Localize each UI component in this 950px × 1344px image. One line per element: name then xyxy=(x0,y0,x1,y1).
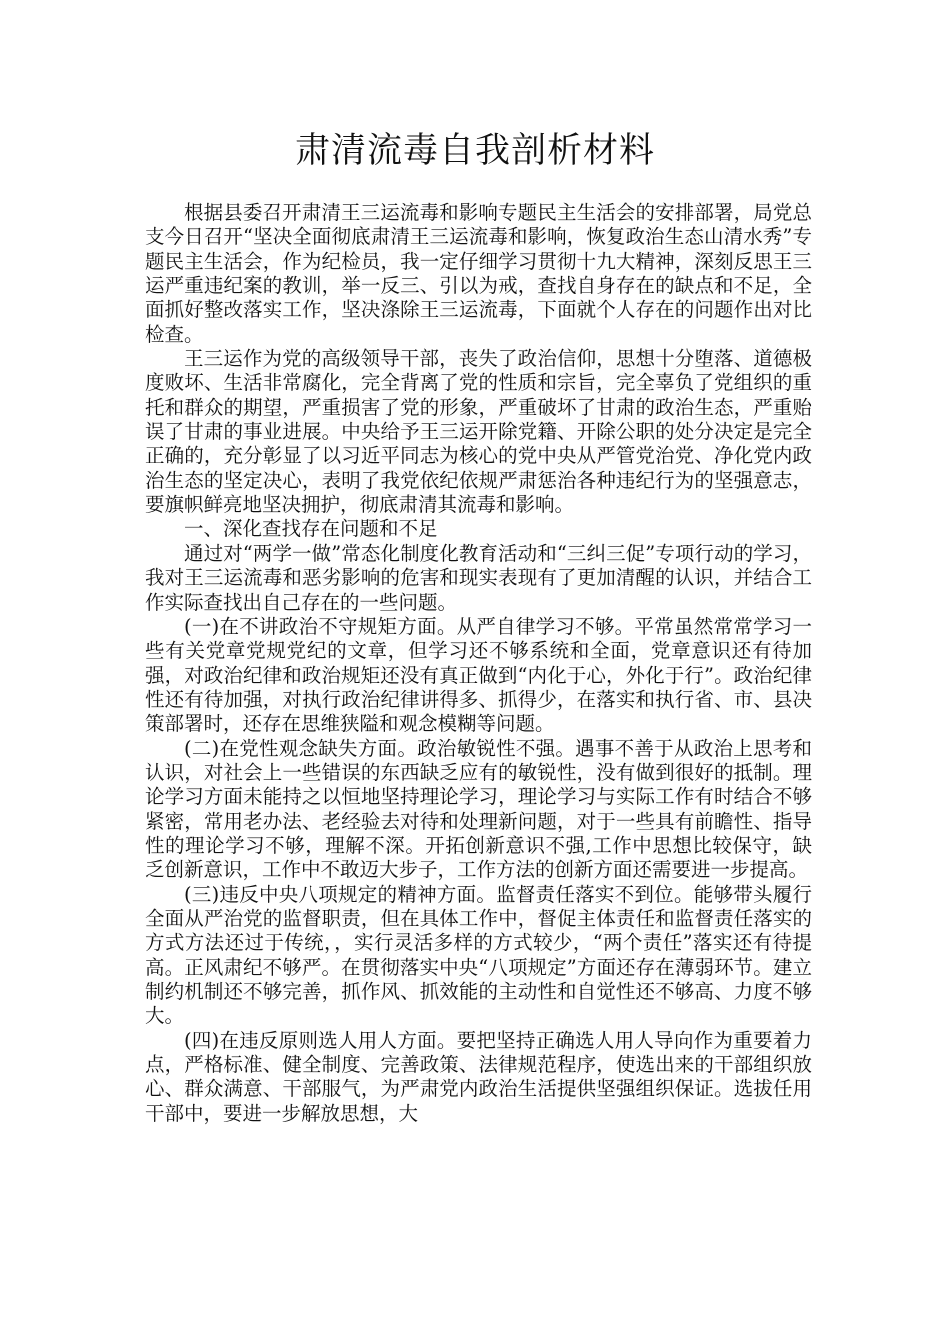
paragraph: (四)在违反原则选人用人方面。要把坚持正确选人用人导向作为重要着力点，严格标准、健全制度、完善政策、法律规范程序，使选出来的干部组织放心、群众满意、干部服气，为严肃党内政治生活提供坚强组织保证。选拔任用干部中，要进一步解放思想，大 xyxy=(145,1028,812,1125)
section-heading: 一、深化查找存在问题和不足 xyxy=(184,517,438,541)
paragraph: 王三运作为党的高级领导干部，丧失了政治信仰，思想十分堕落、道德极度败坏、生活非常腐化，完全背离了党的性质和宗旨，完全辜负了党组织的重托和群众的期望，严重损害了党的形象，严重破坏了甘肃的政治生态，严重贻误了甘肃的事业进展。中央给予王三运开除党籍、开除公职的处分决定是完全正确的，充分彰显了以习近平同志为核心的党中央从严管党治党、净化党内政治生态的坚定决心，表明了我党依纪依规严肃惩治各种违纪行为的坚强意志，要旗帜鲜亮地坚决拥护，彻底肃清其流毒和影响。 xyxy=(145,347,812,517)
paragraph: (一)在不讲政治不守规矩方面。从严自律学习不够。平常虽然常常学习一些有关党章党规党纪的文章，但学习还不够系统和全面，党章意识还有待加强，对政治纪律和政治规矩还没有真正做到“内化于心，外化于行”。政治纪律性还有待加强，对执行政治纪律讲得多、抓得少，在落实和执行省、市、县决策部署时，还存在思维狭隘和观念模糊等问题。 xyxy=(145,614,812,736)
paragraph: (三)违反中央八项规定的精神方面。监督责任落实不到位。能够带头履行全面从严治党的监督职责，但在具体工作中，督促主体责任和监督责任落实的方式方法还过于传统，，实行灵活多样的方式较少，“两个责任”落实还有待提高。正风肃纪不够严。在贯彻落实中央“八项规定”方面还存在薄弱环节。建立制约机制还不够完善，抓作风、抓效能的主动性和自觉性还不够高、力度不够大。 xyxy=(145,882,812,1028)
paragraph: 根据县委召开肃清王三运流毒和影响专题民主生活会的安排部署，局党总支今日召开“坚决全面彻底肃清王三运流毒和影响，恢复政治生态山清水秀”专题民主生活会，作为纪检员，我一定仔细学习贯彻十九大精神，深刻反思王三运严重违纪案的教训，举一反三、引以为戒，查找自身存在的缺点和不足，全面抓好整改落实工作，坚决涤除王三运流毒，下面就个人存在的问题作出对比检查。 xyxy=(145,201,812,346)
document-body xyxy=(145,201,812,1126)
paragraph: 通过对“两学一做”常态化制度化教育活动和“三纠三促”专项行动的学习，我对王三运流毒和恶劣影响的危害和现实表现有了更加清醒的认识，并结合工作实际查找出自己存在的一些问题。 xyxy=(145,541,812,614)
document-title: 肃清流毒自我剖析材料 xyxy=(294,131,655,171)
paragraph: (二)在党性观念缺失方面。政治敏锐性不强。遇事不善于从政治上思考和认识，对社会上一些错误的东西缺乏应有的敏锐性，没有做到很好的抵制。理论学习方面未能持之以恒地坚持理论学习，理论学习与实际工作有时结合不够紧密，常用老办法、老经验去对待和处理新问题，对于一些具有前瞻性、指导性的理论学习不够，理解不深。开拓创新意识不强,工作中思想比较保守，缺乏创新意识，工作中不敢迈大步子，工作方法的创新方面还需要进一步提高。 xyxy=(145,736,812,882)
